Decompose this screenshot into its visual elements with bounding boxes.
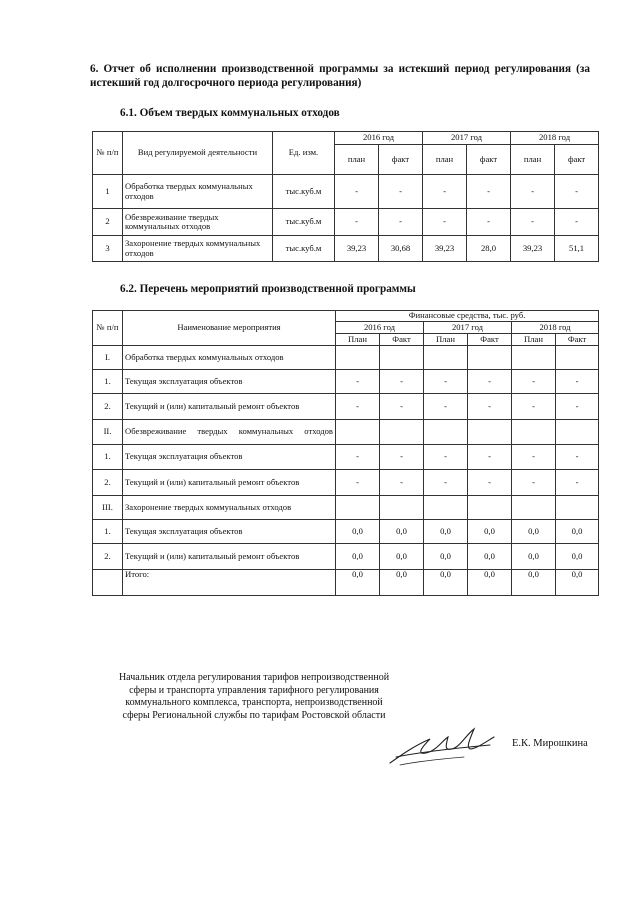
cell-value: - bbox=[380, 394, 424, 420]
header-fact: факт bbox=[467, 145, 511, 175]
row-name: Захоронение твердых коммунальных отходов bbox=[123, 496, 336, 520]
cell-value: 39,23 bbox=[423, 236, 467, 262]
cell-value bbox=[556, 496, 599, 520]
row-unit: тыс.куб.м bbox=[273, 175, 335, 209]
cell-value: - bbox=[556, 370, 599, 394]
header-unit: Ед. изм. bbox=[273, 132, 335, 175]
table-row-total bbox=[93, 570, 599, 596]
row-num: 1 bbox=[93, 175, 123, 209]
cell-value: - bbox=[468, 394, 512, 420]
cell-value: 0,0 bbox=[336, 520, 380, 544]
header-year: 2016 год bbox=[336, 322, 424, 334]
row-name: Текущий и (или) капитальный ремонт объектов bbox=[123, 394, 336, 420]
row-num: 3 bbox=[93, 236, 123, 262]
cell-value: 30,68 bbox=[379, 236, 423, 262]
cell-value bbox=[336, 346, 380, 370]
cell-value: 39,23 bbox=[511, 236, 555, 262]
row-num: 2. bbox=[93, 470, 123, 496]
cell-value: - bbox=[468, 445, 512, 470]
cell-value bbox=[424, 420, 468, 445]
cell-value: - bbox=[512, 394, 556, 420]
header-num: № п/п bbox=[93, 132, 123, 175]
section-6-title: 6. Отчет об исполнении производственной программы за истекший период регулирования (за истекший год долгосрочного периода регулирования) bbox=[90, 63, 590, 89]
table-row bbox=[93, 209, 599, 236]
row-name: Итого: bbox=[123, 570, 336, 596]
cell-value: - bbox=[423, 175, 467, 209]
cell-value: 0,0 bbox=[424, 544, 468, 570]
cell-value: - bbox=[468, 370, 512, 394]
cell-value bbox=[380, 496, 424, 520]
cell-value: - bbox=[380, 470, 424, 496]
row-activity: Обезвреживание твердых коммунальных отходов bbox=[123, 209, 273, 236]
header-year: 2017 год bbox=[423, 132, 511, 145]
cell-value bbox=[380, 346, 424, 370]
cell-value: - bbox=[512, 470, 556, 496]
row-num: 2. bbox=[93, 544, 123, 570]
cell-value: - bbox=[555, 209, 599, 236]
header-activity: Вид регулируемой деятельности bbox=[123, 132, 273, 175]
cell-value: - bbox=[467, 175, 511, 209]
cell-value bbox=[512, 346, 556, 370]
header-plan: план bbox=[423, 145, 467, 175]
cell-value: - bbox=[467, 209, 511, 236]
row-num: 1. bbox=[93, 520, 123, 544]
cell-value: - bbox=[336, 394, 380, 420]
cell-value: - bbox=[512, 445, 556, 470]
waste-volume-table bbox=[92, 131, 599, 262]
row-unit: тыс.куб.м bbox=[273, 209, 335, 236]
table-row bbox=[93, 496, 599, 520]
cell-value: - bbox=[423, 209, 467, 236]
cell-value bbox=[468, 420, 512, 445]
header-plan: план bbox=[335, 145, 379, 175]
cell-value bbox=[468, 496, 512, 520]
cell-value bbox=[380, 420, 424, 445]
cell-value bbox=[336, 420, 380, 445]
row-activity: Захоронение твердых коммунальных отходов bbox=[123, 236, 273, 262]
section-6-1-title: 6.1. Объем твердых коммунальных отходов bbox=[120, 107, 340, 119]
table-row bbox=[93, 346, 599, 370]
cell-value: 0,0 bbox=[512, 570, 556, 596]
cell-value: 0,0 bbox=[424, 520, 468, 544]
row-num bbox=[93, 570, 123, 596]
header-plan: План bbox=[512, 334, 556, 346]
header-fact: факт bbox=[379, 145, 423, 175]
header-plan: План bbox=[336, 334, 380, 346]
row-name: Обработка твердых коммунальных отходов bbox=[123, 346, 336, 370]
cell-value: 0,0 bbox=[512, 520, 556, 544]
header-fact: Факт bbox=[468, 334, 512, 346]
table-row bbox=[93, 520, 599, 544]
cell-value: 0,0 bbox=[424, 570, 468, 596]
row-name: Текущая эксплуатация объектов bbox=[123, 520, 336, 544]
row-name: Текущий и (или) капитальный ремонт объектов bbox=[123, 544, 336, 570]
cell-value: 0,0 bbox=[468, 570, 512, 596]
cell-value: - bbox=[511, 175, 555, 209]
cell-value: 0,0 bbox=[556, 570, 599, 596]
cell-value: - bbox=[556, 470, 599, 496]
cell-value: 0,0 bbox=[556, 544, 599, 570]
cell-value: 0,0 bbox=[380, 570, 424, 596]
header-year: 2016 год bbox=[335, 132, 423, 145]
cell-value: - bbox=[555, 175, 599, 209]
cell-value bbox=[336, 496, 380, 520]
program-activities-table bbox=[92, 310, 599, 596]
header-finance: Финансовые средства, тыс. руб. bbox=[336, 311, 599, 322]
cell-value: 28,0 bbox=[467, 236, 511, 262]
cell-value: - bbox=[379, 175, 423, 209]
cell-value bbox=[512, 496, 556, 520]
row-name: Текущая эксплуатация объектов bbox=[123, 445, 336, 470]
row-num: 1. bbox=[93, 370, 123, 394]
cell-value: - bbox=[379, 209, 423, 236]
table-row bbox=[93, 420, 599, 445]
cell-value: - bbox=[336, 445, 380, 470]
cell-value: - bbox=[424, 394, 468, 420]
cell-value: - bbox=[336, 370, 380, 394]
cell-value bbox=[424, 496, 468, 520]
cell-value: - bbox=[336, 470, 380, 496]
cell-value bbox=[468, 346, 512, 370]
section-6-2-title: 6.2. Перечень мероприятий производственной программы bbox=[120, 283, 416, 295]
row-unit: тыс.куб.м bbox=[273, 236, 335, 262]
cell-value: - bbox=[556, 445, 599, 470]
row-num: 1. bbox=[93, 445, 123, 470]
row-num: I. bbox=[93, 346, 123, 370]
cell-value: 51,1 bbox=[555, 236, 599, 262]
row-num: III. bbox=[93, 496, 123, 520]
cell-value bbox=[512, 420, 556, 445]
table-row bbox=[93, 470, 599, 496]
handwritten-signature bbox=[386, 723, 498, 769]
cell-value: 0,0 bbox=[380, 520, 424, 544]
cell-value bbox=[424, 346, 468, 370]
cell-value: - bbox=[424, 445, 468, 470]
table-row bbox=[93, 445, 599, 470]
table-row bbox=[93, 370, 599, 394]
row-name: Текущая эксплуатация объектов bbox=[123, 370, 336, 394]
header-num: № п/п bbox=[93, 311, 123, 346]
cell-value: - bbox=[424, 370, 468, 394]
header-name: Наименование мероприятия bbox=[123, 311, 336, 346]
row-num: 2 bbox=[93, 209, 123, 236]
row-num: II. bbox=[93, 420, 123, 445]
signatory-name: Е.К. Мирошкина bbox=[512, 738, 588, 749]
cell-value: 0,0 bbox=[468, 544, 512, 570]
cell-value: - bbox=[335, 209, 379, 236]
cell-value: 0,0 bbox=[556, 520, 599, 544]
row-num: 2. bbox=[93, 394, 123, 420]
row-name: Текущий и (или) капитальный ремонт объектов bbox=[123, 470, 336, 496]
row-name: Обезвреживание твердых коммунальных отходов bbox=[123, 420, 336, 445]
header-plan: план bbox=[511, 145, 555, 175]
cell-value: 0,0 bbox=[512, 544, 556, 570]
signatory-position: Начальник отдела регулирования тарифов непроизводственной сферы и транспорта управления тарифного регулирования коммунального комплекса, транспорта, непроизводственной сферы Региональной службы по тарифам Ростовской области bbox=[118, 672, 390, 721]
cell-value: - bbox=[335, 175, 379, 209]
header-fact: факт bbox=[555, 145, 599, 175]
header-year: 2017 год bbox=[424, 322, 512, 334]
table-row bbox=[93, 394, 599, 420]
cell-value: - bbox=[380, 370, 424, 394]
header-year: 2018 год bbox=[512, 322, 599, 334]
header-plan: План bbox=[424, 334, 468, 346]
cell-value: - bbox=[556, 394, 599, 420]
cell-value: - bbox=[512, 370, 556, 394]
cell-value: - bbox=[511, 209, 555, 236]
cell-value: - bbox=[468, 470, 512, 496]
cell-value: - bbox=[380, 445, 424, 470]
cell-value: 0,0 bbox=[336, 544, 380, 570]
cell-value: 0,0 bbox=[468, 520, 512, 544]
table-row bbox=[93, 175, 599, 209]
table-row bbox=[93, 236, 599, 262]
cell-value: - bbox=[424, 470, 468, 496]
cell-value: 0,0 bbox=[336, 570, 380, 596]
header-year: 2018 год bbox=[511, 132, 599, 145]
table-row bbox=[93, 544, 599, 570]
header-fact: Факт bbox=[556, 334, 599, 346]
header-fact: Факт bbox=[380, 334, 424, 346]
cell-value bbox=[556, 420, 599, 445]
row-activity: Обработка твердых коммунальных отходов bbox=[123, 175, 273, 209]
cell-value bbox=[556, 346, 599, 370]
cell-value: 0,0 bbox=[380, 544, 424, 570]
cell-value: 39,23 bbox=[335, 236, 379, 262]
